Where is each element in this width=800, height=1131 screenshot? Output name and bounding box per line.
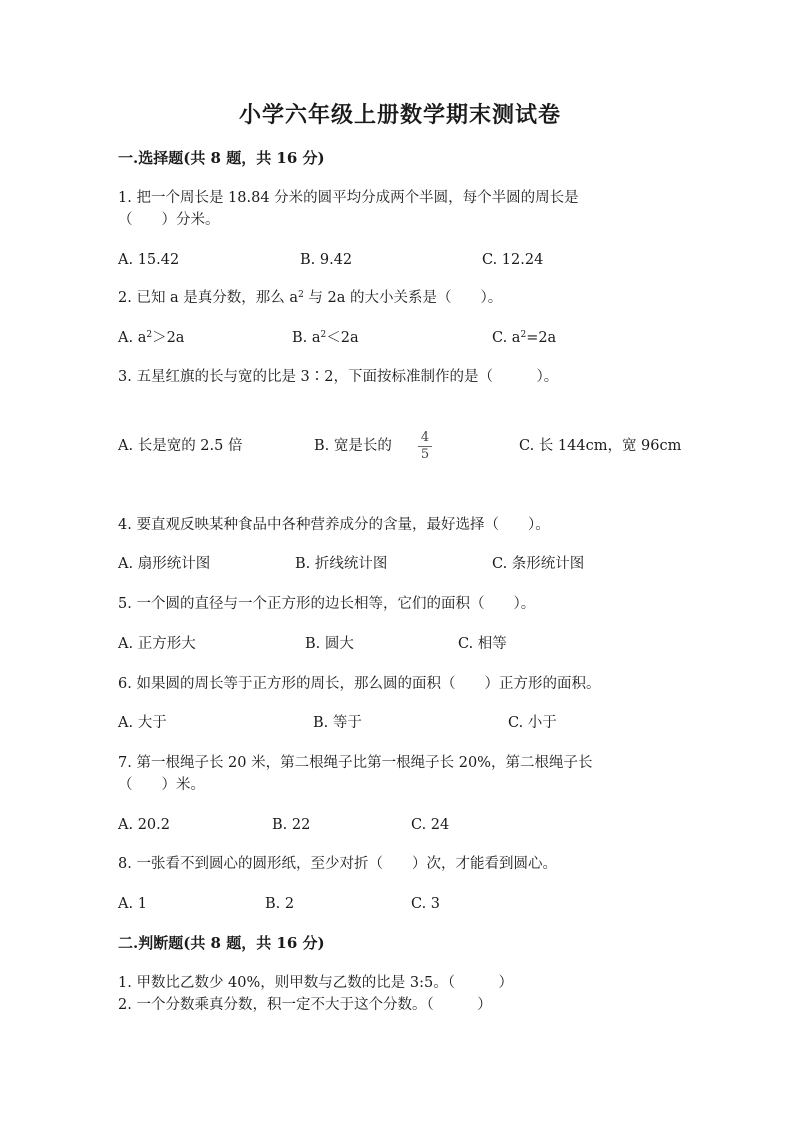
question-6-stem: 6. 如果圆的周长等于正方形的周长，那么圆的面积（ ）正方形的面积。 — [118, 676, 601, 692]
question-7-stem-cont: （ ）米。 — [118, 777, 205, 793]
question-4-option-c: C. 条形统计图 — [492, 556, 585, 572]
question-5-option-a: A. 正方形大 — [118, 636, 196, 652]
section-heading-judgement: 二.判断题(共 8 题，共 16 分) — [118, 934, 325, 952]
question-5-option-c: C. 相等 — [458, 636, 507, 652]
question-6-option-a: A. 大于 — [118, 715, 167, 731]
question-1-option-c: C. 12.24 — [482, 252, 544, 268]
question-4-option-b: B. 折线统计图 — [295, 556, 388, 572]
question-2-option-c: C. $a^2=2a$ — [492, 330, 557, 346]
question-7-option-b: B. 22 — [272, 817, 311, 833]
question-1-stem-cont: （ ）分米。 — [118, 212, 220, 228]
question-2-option-b: B. $a^2<2a$ — [292, 330, 359, 346]
question-7-stem: 7. 第一根绳子长 20 米，第二根绳子比第一根绳子长 20%，第二根绳子长 — [118, 755, 593, 771]
question-5-option-b: B. 圆大 — [305, 636, 354, 652]
question-6-option-c: C. 小于 — [508, 715, 557, 731]
question-7-option-a: A. 20.2 — [118, 817, 170, 833]
question-8-option-c: C. 3 — [411, 896, 441, 912]
question-3-option-c: C. 长 144cm，宽 96cm — [519, 438, 682, 454]
page-title: 小学六年级上册数学期末测试卷 — [238, 102, 561, 128]
fraction-four-fifths: 4 5 — [418, 431, 432, 462]
question-8-option-a: A. 1 — [118, 896, 147, 912]
question-2-stem: 2. 已知 a 是真分数，那么 $a^2$ 与 2a 的大小关系是（ ）。 — [118, 290, 503, 306]
question-5-stem: 5. 一个圆的直径与一个正方形的边长相等，它们的面积（ ）。 — [118, 596, 536, 612]
question-6-option-b: B. 等于 — [313, 715, 362, 731]
question-1-option-a: A. 15.42 — [118, 252, 180, 268]
question-4-stem: 4. 要直观反映某种食品中各种营养成分的含量，最好选择（ ）。 — [118, 517, 550, 533]
judgement-question-1: 1. 甲数比乙数少 40%，则甲数与乙数的比是 3:5。（ ） — [118, 975, 513, 991]
question-2-option-a: A. $a^2>2a$ — [118, 330, 185, 346]
judgement-question-2: 2. 一个分数乘真分数，积一定不大于这个分数。（ ） — [118, 997, 492, 1013]
question-3-stem: 3. 五星红旗的长与宽的比是 3∶2，下面按标准制作的是（ ）。 — [118, 369, 559, 385]
question-8-stem: 8. 一张看不到圆心的圆形纸，至少对折（ ）次，才能看到圆心。 — [118, 856, 557, 872]
question-7-option-c: C. 24 — [411, 817, 450, 833]
question-1-option-b: B. 9.42 — [300, 252, 353, 268]
question-4-option-a: A. 扇形统计图 — [118, 556, 211, 572]
section-heading-choice: 一.选择题(共 8 题，共 16 分) — [118, 149, 325, 167]
question-3-option-b: B. 宽是长的 — [314, 438, 392, 454]
question-3-option-a: A. 长是宽的 2.5 倍 — [118, 438, 243, 454]
question-1-stem: 1. 把一个周长是 18.84 分米的圆平均分成两个半圆，每个半圆的周长是 — [118, 190, 579, 206]
question-8-option-b: B. 2 — [265, 896, 295, 912]
